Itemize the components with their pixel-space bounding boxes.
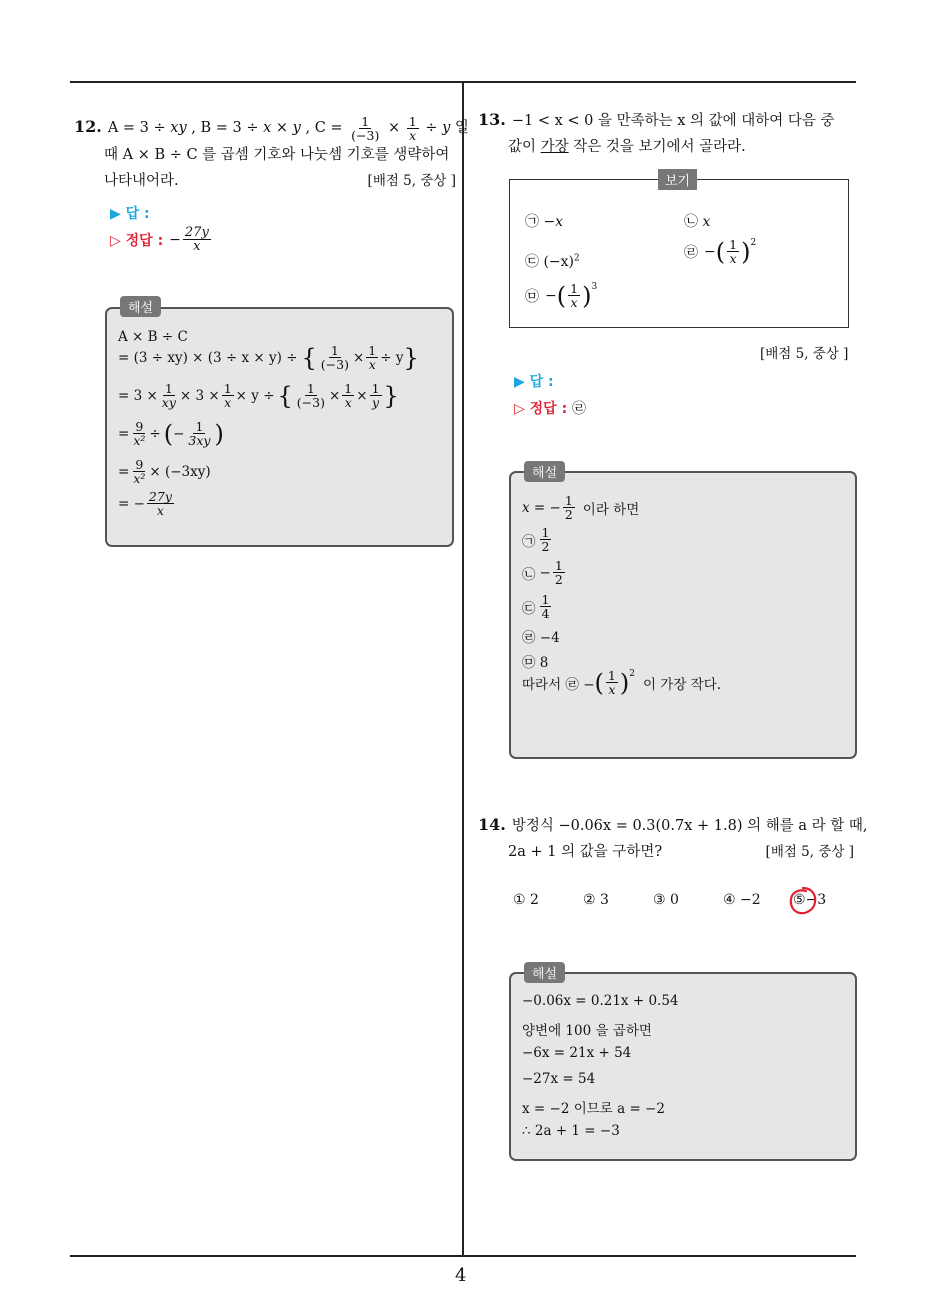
q14-choice-3[interactable]: ③ 0 xyxy=(653,892,679,908)
correct-label: ▷ 정답 : xyxy=(110,232,164,249)
q14-choice-2[interactable]: ② 3 xyxy=(583,892,609,908)
q12-score-meta: [배점 5, 중상 ] xyxy=(367,172,456,189)
q12-text: , C = xyxy=(300,120,348,136)
q13-text: 값이 xyxy=(508,139,541,155)
q13-expl-line1: x = − $\frac{1}{2}$ 이라 하면 xyxy=(522,493,640,522)
q12-expl-line3: = 3 × $\frac{1}{xy}$ × 3 × $\frac{1}{x}$ × y ÷ { $\frac{1}{(-3)}$ × $\frac{1}{x}$ × $\frac{1}{y}$ } xyxy=(118,381,399,410)
q14-header xyxy=(478,812,868,865)
q12-header xyxy=(74,113,469,194)
bottom-rule xyxy=(70,1255,856,1257)
q13-expl-line5: ㉣ −4 xyxy=(522,630,560,646)
q12-text: A = 3 ÷ xyxy=(107,120,171,136)
q12-text: , B = 3 ÷ xyxy=(186,120,264,136)
q12-expl-line2: = (3 ÷ xy) × (3 ÷ x × y) ÷ { $\frac{1}{(-3)}$ × $\frac{1}{x}$ ÷ y } xyxy=(118,343,419,372)
q12-text: × xyxy=(383,120,405,136)
q12-frac-c: $\frac{1}{(-3)}$ xyxy=(351,113,380,143)
q13-option-4: ㉣ − ( $\frac{1}{x}$ ) $^2$ xyxy=(684,237,757,266)
q14-choice-5[interactable]: ⑤−3 xyxy=(793,892,827,908)
q13-option-3: ㉢ $(-x)^2$ xyxy=(525,253,580,270)
q14-number: 14. xyxy=(478,815,506,834)
q13-expl-line7: 따라서 ㉣ − ( $\frac{1}{x}$ ) $^2$ 이 가장 작다. xyxy=(522,668,722,697)
q12-answer-field[interactable]: ▶ 답 : xyxy=(110,206,150,222)
q14-expl-line3: −6x = 21x + 54 xyxy=(522,1045,632,1061)
q14-expl-line5: x = −2 이므로 a = −2 xyxy=(522,1101,665,1117)
q13-expl-line3: ㉡ − $\frac{1}{2}$ xyxy=(522,558,563,587)
q12-number: 12. xyxy=(74,117,102,136)
q12-text-line2: 때 A × B ÷ C 를 곱셈 기호와 나눗셈 기호를 생략하여 xyxy=(104,146,450,163)
q12-expl-line4: = $\frac{9}{\text{x²}}$ ÷ ( − $\frac{1}{3xy}$ ) xyxy=(118,419,224,448)
q12-text: × xyxy=(271,120,293,136)
q13-option-2: ㉡ x xyxy=(684,214,711,230)
q13-answer-field[interactable]: ▶ 답 : xyxy=(514,374,554,390)
q13-explanation-tag: 해설 xyxy=(524,461,565,482)
correct-fraction: $\frac{27y}{x}$ xyxy=(184,225,209,254)
q12-text: 일 xyxy=(450,120,469,136)
q14-choice-4[interactable]: ④ −2 xyxy=(723,892,761,908)
q12-expl-line5: = $\frac{9}{\text{x²}}$ × (−3xy) xyxy=(118,457,211,486)
q12-explanation-tag: 해설 xyxy=(120,296,161,317)
q13-score-meta: [배점 5, 중상 ] xyxy=(760,346,849,362)
q13-text: 작은 것을 보기에서 골라라. xyxy=(568,139,746,155)
q14-text-line2: 2a + 1 의 값을 구하면? xyxy=(508,844,663,860)
q12-correct-answer xyxy=(110,226,213,253)
q14-expl-line2: 양변에 100 을 곱하면 xyxy=(522,1023,652,1039)
q13-expl-line4: ㉢ $\frac{1}{4}$ xyxy=(522,592,550,621)
q12-var: xy xyxy=(170,120,187,136)
q14-expl-line1: −0.06x = 0.21x + 0.54 xyxy=(522,993,679,1009)
column-divider xyxy=(462,83,464,1257)
q14-expl-line6: ∴ 2a + 1 = −3 xyxy=(522,1123,620,1139)
q13-bogi-tag: 보기 xyxy=(658,169,697,190)
correct-sign: − xyxy=(169,231,181,248)
q13-number: 13. xyxy=(478,110,506,129)
q12-var: y xyxy=(442,120,451,136)
q13-option-1: ㉠ −x xyxy=(525,214,564,230)
q14-score-meta: [배점 5, 중상 ] xyxy=(765,844,854,860)
q12-expl-line1: A × B ÷ C xyxy=(118,329,188,345)
q14-selected-circle-mark xyxy=(787,885,819,917)
q13-expl-line2: ㉠ $\frac{1}{2}$ xyxy=(522,525,550,554)
q12-frac-x: $\frac{1}{x}$ xyxy=(408,113,417,143)
q13-option-5: ㉤ − ( $\frac{1}{x}$ ) $^3$ xyxy=(525,281,598,310)
q12-text: ÷ xyxy=(420,120,443,136)
q14-expl-line4: −27x = 54 xyxy=(522,1071,596,1087)
q12-var: x xyxy=(263,120,272,136)
q12-text-line3: 나타내어라. xyxy=(104,172,179,189)
q13-emphasis: 가장 xyxy=(540,139,569,155)
q13-correct-answer: ▷ 정답 : ㉣ xyxy=(514,401,587,417)
q12-var: y xyxy=(292,120,301,136)
q13-text-line1: −1 < x < 0 을 만족하는 x 의 값에 대하여 다음 중 xyxy=(511,113,835,129)
q14-choice-1[interactable]: ① 2 xyxy=(513,892,539,908)
q14-explanation-tag: 해설 xyxy=(524,962,565,983)
q13-header xyxy=(478,107,860,160)
q13-expl-line6: ㉤ 8 xyxy=(522,655,549,671)
q12-expl-line6: = − $\frac{27y}{x}$ xyxy=(118,489,172,518)
page-number: 4 xyxy=(455,1265,467,1286)
q14-text-line1: 방정식 −0.06x = 0.3(0.7x + 1.8) 의 해를 a 라 할 때, xyxy=(511,818,868,834)
